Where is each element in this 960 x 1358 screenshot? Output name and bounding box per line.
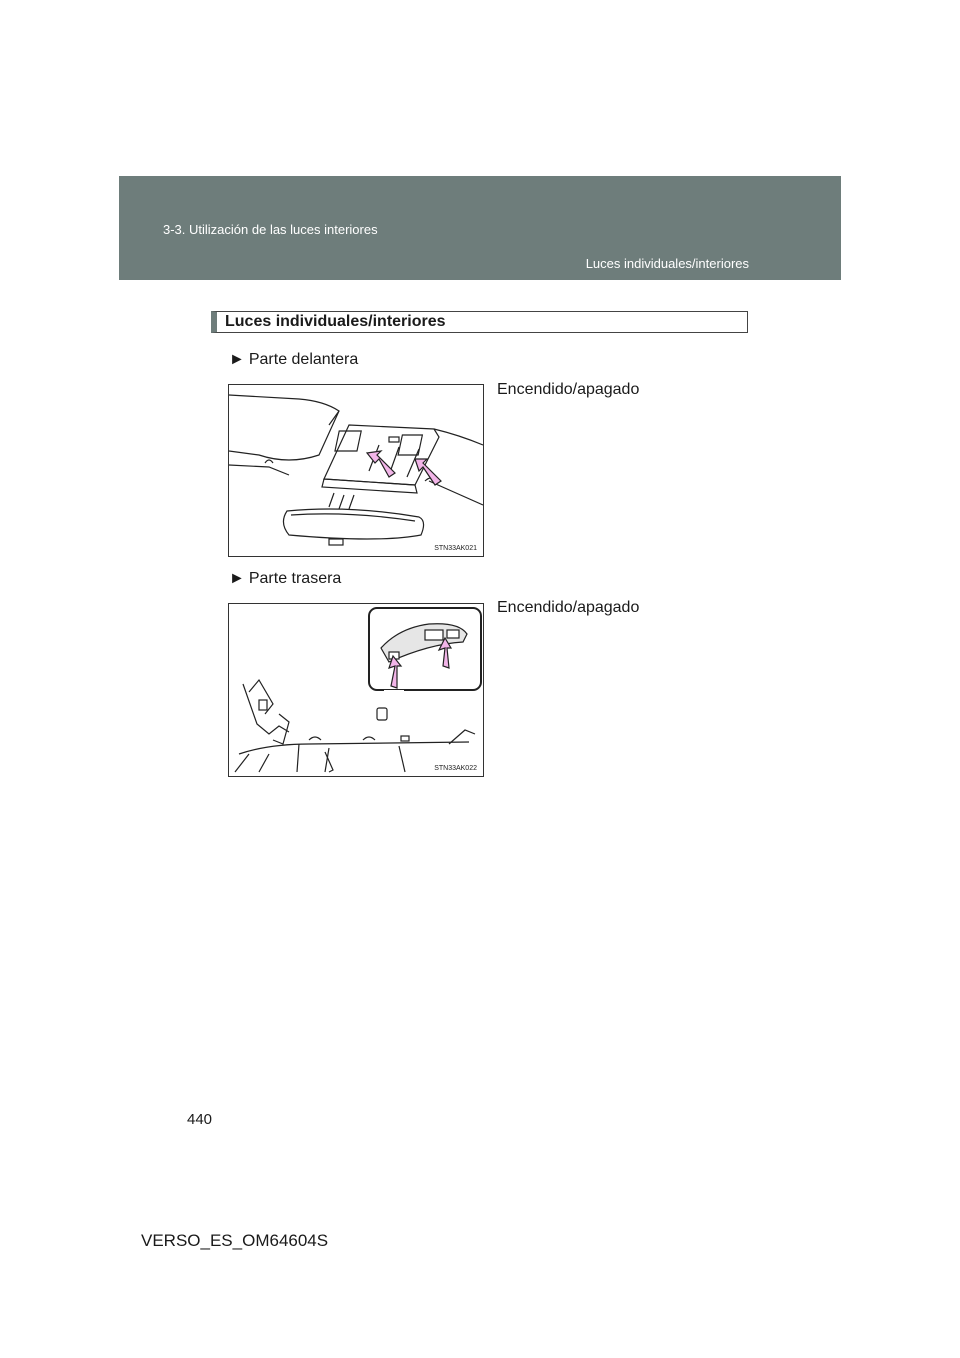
figure-code: STN33AK022 xyxy=(434,765,477,772)
rear-cabin-ceiling-drawing xyxy=(229,604,483,776)
section-title: 3-3. Utilización de las luces interiores xyxy=(163,222,378,237)
item-label-rear xyxy=(229,570,341,588)
item-label-front xyxy=(229,351,358,369)
item-label-text: Parte trasera xyxy=(248,570,342,587)
document-code: VERSO_ES_OM64604S xyxy=(141,1231,329,1250)
front-overhead-console-drawing xyxy=(229,385,483,556)
item-label-text: Parte delantera xyxy=(248,351,359,368)
page-number: 440 xyxy=(187,1111,213,1128)
topic-title: Luces individuales/interiores xyxy=(585,256,749,271)
bullet-triangle-icon: ► xyxy=(229,570,245,587)
front-light-illustration xyxy=(228,384,484,557)
figure-code: STN33AK021 xyxy=(434,545,477,552)
item-description-front: Encendido/apagado xyxy=(497,381,640,398)
item-description-rear: Encendido/apagado xyxy=(497,599,640,616)
bullet-triangle-icon: ► xyxy=(229,351,245,368)
subsection-heading: Luces individuales/interiores xyxy=(211,311,748,333)
rear-light-illustration xyxy=(228,603,484,777)
page-header xyxy=(119,176,841,280)
